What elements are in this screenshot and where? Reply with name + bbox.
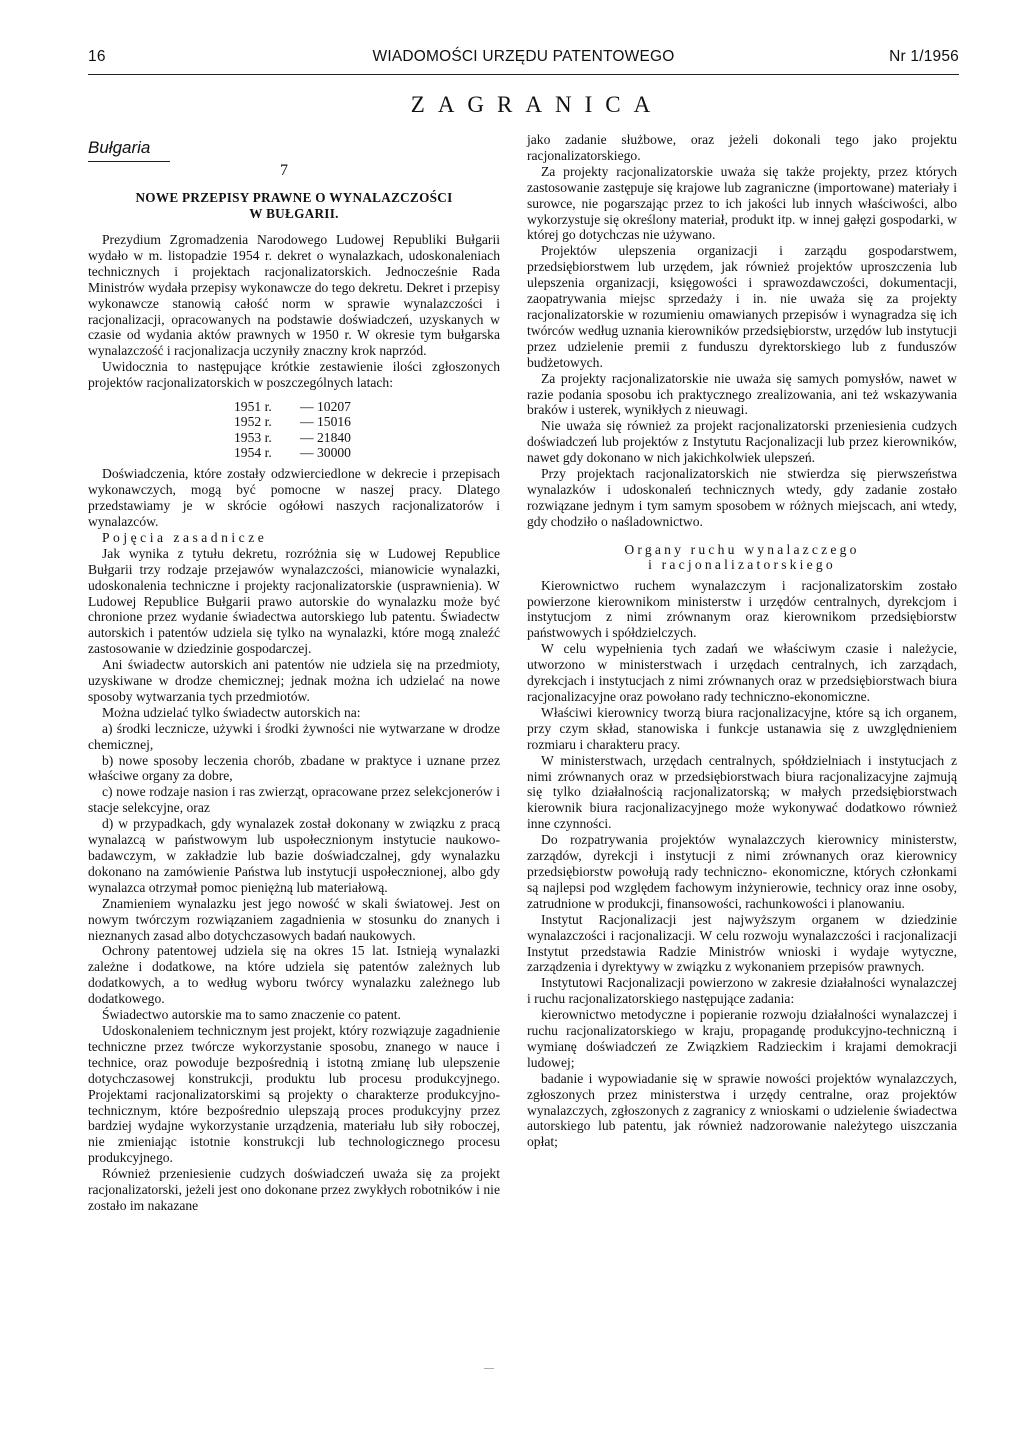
stat-value: — 15016 [300, 414, 351, 430]
paragraph: Prezydium Zgromadzenia Narodowego Ludowej Republiki Bułgarii wydało w m. listopadzie 1954 r. dekret o wynalazkach, udoskonaleniach technicznych i projektach racjonalizatorskich. Jednocześnie Rada Ministrów wydała przepisy wykonawcze do tego dekretu. Dekret i przepisy wykonawcze stanowią całość norm w sprawie wynalazczości i racjonalizacji, opracowanych na podstawie doświadczeń, uzyskanych w czasie od wydania aktów prawnych w 1950 r. W okresie tym bułgarska wynalazczość i racjonalizacja uczyniły znaczny krok naprzód. [88, 232, 500, 359]
right-column [527, 132, 957, 1150]
paragraph: Instytut Racjonalizacji jest najwyższym organem w dziedzinie wynalazczości i racjonalizacji. W celu rozwoju wynalazczości i racjonalizacji Instytut przedstawia Radzie Ministrów wnioski i wydaje wytyczne, zarządzenia i dyrektywy w związku z wykonaniem przepisów prawnych. [527, 911, 957, 975]
paragraph: Ochrony patentowej udziela się na okres 15 lat. Istnieją wynalazki zależne i dodatkowe, na które udziela się patentów zależnych lub dodatkowych, a to według wyboru twórcy wynalazku zależnego lub dodatkowego. [88, 943, 500, 1007]
paragraph: Uwidocznia to następujące krótkie zestawienie ilości zgłoszonych projektów racjonalizatorskich w poszczególnych latach: [88, 359, 500, 391]
list-item: a) środki lecznicze, używki i środki żywności nie wytwarzane w drodze chemicznej, [88, 720, 500, 752]
subheading: Pojęcia zasadnicze [102, 529, 268, 545]
article-title-line: NOWE PRZEPISY PRAWNE O WYNALAZCZOŚCI [135, 190, 453, 205]
issue-number: Nr 1/1956 [889, 48, 959, 65]
stat-row [234, 445, 500, 460]
paragraph: jako zadanie służbowe, oraz jeżeli dokonali tego jako projektu racjonalizatorskiego. [527, 132, 957, 163]
paragraph: W celu wypełnienia tych zadań we właściwym czasie i należycie, utworzono w ministerstwach i urzędach centralnych, ich zarządach, dyrekcjach i instytucjach z nimi zrównanych oraz w przedsiębiorstwach biura racjonalizacyjne oraz powołano rady techniczno-ekonomiczne. [527, 641, 957, 704]
article-title [88, 190, 500, 222]
column-end-mark: — [484, 1363, 494, 1374]
paragraph: Doświadczenia, które zostały odzwierciedlone w dekrecie i przepisach wykonawczych, mogą być pomocne w naszej pracy. Dlatego przedstawiamy je w skrócie ogółowi naszych racjonalizatorów i wynalazców. [88, 466, 500, 529]
paragraph: Można udzielać tylko świadectw autorskich na: [102, 704, 361, 720]
page-number: 16 [88, 48, 106, 65]
country-heading: Bułgaria [88, 138, 151, 157]
stat-year: 1953 r. [234, 429, 272, 445]
country-underline [88, 161, 170, 162]
stat-value: — 10207 [300, 399, 351, 415]
paragraph: Jak wynika z tytułu dekretu, rozróżnia się w Ludowej Republice Bułgarii trzy rodzaje przejawów wynalazczości, mianowicie wynalazki, udoskonalenia techniczne i projekty racjonalizatorskie (usprawnienia). W Ludowej Republice Bułgarii prawo autorskie do wynalazku może być chronione przez wydanie świadectwa autorskiego lub patentu. Świadectw autorskich i patentów udziela się tylko na wynalazki, które mogą znaleźć zastosowanie w dziedzinie gospodarczej. [88, 545, 500, 657]
paragraph: Również przeniesienie cudzych doświadczeń uważa się za projekt racjonalizatorski, jeżeli jest ono dokonane przez zwykłych robotników i nie zostało im nakazane [88, 1166, 500, 1213]
paragraph: Znamieniem wynalazku jest jego nowość w skali światowej. Jest on nowym twórczym rozwiązaniem zagadnienia w stosunku do znanych i nieznanych zasad albo dotychczasowych badań naukowych. [88, 895, 500, 943]
paragraph: Udoskonaleniem technicznym jest projekt, który rozwiązuje zagadnienie techniczne przez twórcze wykorzystanie sposobu, znanego w nauce i technice, oraz powoduje bezpośrednią i istotną zmianę lub ulepszenie dotychczasowej konstrukcji, produktu lub procesu produkcyjnego. Projektami racjonalizatorskimi są projekty o charakterze produkcyjno-technicznym, które bezpośrednio ulepszają proces produkcyjny przez bardziej wydajne wykorzystanie urządzenia, materiału lub siły roboczej, nie zmieniając istotnie konstrukcji lub technologicznego procesu produkcyjnego. [88, 1022, 500, 1166]
page-header [88, 44, 959, 75]
list-item: c) nowe rodzaje nasion i ras zwierząt, opracowane przez selekcjonerów i stacje selekcyjne, oraz [88, 784, 500, 816]
paragraph: badanie i wypowiadanie się w sprawie nowości projektów wynalazczych, zgłoszonych przez ministerstwa i urzędy centralne, oraz projektów wynalazczych, zgłoszonych z zagranicy z wnioskami o udzielenie świadectwa autorskiego lub patentu, jak również nadzorowanie należytego uiszczania opłat; [527, 1070, 957, 1150]
yearly-statistics [234, 399, 500, 460]
paragraph: Przy projektach racjonalizatorskich nie stwierdza się pierwszeństwa wynalazków i udoskonaleń technicznych wtedy, gdy zadanie zostało rozwiązane jednym i tym samym sposobem w różnych miejscach, ani wtedy, gdy chodziło o naśladownictwo. [527, 466, 957, 529]
article-title-line: W BUŁGARII. [249, 206, 339, 221]
publication-title: WIADOMOŚCI URZĘDU PATENTOWEGO [372, 48, 675, 65]
paragraph: Właściwi kierownicy tworzą biura racjonalizacyjne, które są ich organem, przy czym skład, stanowiska i funkcje ustanawia się z uwzględnieniem rozmiaru i charakteru pracy. [527, 704, 957, 752]
subheading-line: Organy ruchu wynalazczego [624, 541, 860, 557]
stat-year: 1954 r. [234, 444, 272, 460]
paragraph: Instytutowi Racjonalizacji powierzono w zakresie działalności wynalazczej i ruchu racjonalizatorskiego następujące zadania: [527, 975, 957, 1007]
article-number: 7 [280, 162, 288, 179]
section-title: ZAGRANICA [410, 92, 664, 117]
stat-value: — 30000 [300, 444, 351, 460]
list-item: b) nowe sposoby leczenia chorób, zbadane w praktyce i uznane przez właściwe organy za dobre, [88, 752, 500, 784]
paragraph: kierownictwo metodyczne i popieranie rozwoju działalności wynalazczej i ruchu racjonalizatorskiego w kraju, propagandę produkcyjno-techniczną i wymianę doświadczeń ze Związkiem Radzieckim i krajami demokracji ludowej; [527, 1007, 957, 1070]
paragraph: Świadectwo autorskie ma to samo znaczenie co patent. [102, 1007, 401, 1023]
paragraph: W ministerstwach, urzędach centralnych, spółdzielniach i instytucjach z nimi zrównanych oraz w przedsiębiorstwach biura racjonalizacyjne zajmują się tylko działalnością racjonalizatorską; w małych przedsiębiorstwach kierownik biura racjonalizacyjnego może wykonywać dodatkowo również inne czynności. [527, 752, 957, 832]
paragraph: Do rozpatrywania projektów wynalazczych kierownicy ministerstw, zarządów, dyrekcji i instytucji z nimi zrównanych oraz kierownicy przedsiębiorstw powołują rady techniczno- ekonomiczne, których członkami są najlepsi pod względem fachowym inżynierowie, technicy oraz inne osoby, zatrudnione w produkcji, finansowości, rachunkowości i planowaniu. [527, 832, 957, 911]
paragraph: Ani świadectw autorskich ani patentów nie udziela się na przedmioty, uzyskiwane w drodze chemicznej; jednak można ich udzielać na nowe sposoby wytwarzania tych przedmiotów. [88, 657, 500, 704]
stat-value: — 21840 [300, 429, 351, 445]
stat-row [234, 414, 500, 429]
paragraph: Kierownictwo ruchem wynalazczym i racjonalizatorskim zostało powierzone kierownikom ministerstw i urzędów centralnych, dyrekcjom i instytucjom z nimi zrównanym oraz kierownikom przedsiębiorstw państwowych i spółdzielczych. [527, 577, 957, 641]
subheading-line: i racjonalizatorskiego [648, 556, 836, 572]
stat-year: 1952 r. [234, 414, 272, 430]
stat-row [234, 430, 500, 445]
stat-year: 1951 r. [234, 399, 272, 415]
left-column [88, 232, 500, 1214]
paragraph: Za projekty racjonalizatorskie uważa się także projekty, przez których zastosowanie zastępuje się krajowe lub zagraniczne (importowane) materiały i surowce, nie pogarszając przez to ich jakości lub innych właściwości, albo wykorzystuje się określony materiał, produkt itp. w innej gałęzi gospodarki, w której go dotychczas nie używano. [527, 163, 957, 243]
stat-row [234, 399, 500, 414]
paragraph: Za projekty racjonalizatorskie nie uważa się samych pomysłów, nawet w razie podania sposobu ich praktycznego zrealizowania, ani też wskazywania braków i usterek, wynikłych z nieuwagi. [527, 370, 957, 418]
paragraph: Projektów ulepszenia organizacji i zarządu gospodarstwem, przedsiębiorstwem lub urzędem, jak również projektów uproszczenia lub ulepszenia organizacji, księgowości i sprawozdawczości, dokumentacji, zaopatrywania miejsc sprzedaży i in. nie uważa się za projekty racjonalizatorskie w rozumieniu omawianych przepisów i wynagradza się ich twórców według uznania kierowników przedsiębiorstw, urzędów lub instytucji przez udzielenie premii z funduszu dyrektorskiego lub z funduszów budżetowych. [527, 243, 957, 370]
paragraph: Nie uważa się również za projekt racjonalizatorski przeniesienia cudzych doświadczeń lub projektów z Instytutu Racjonalizacji lub przez kierowników, nawet gdy dokonano w nich jakichkolwiek ulepszeń. [527, 418, 957, 466]
list-item: d) w przypadkach, gdy wynalazek został dokonany w związku z pracą wynalazcą w państwowym lub uspołecznionym instytucie naukowo-badawczym, w zakładzie lub bazie doświadczalnej, gdy wynalazku dokonano na zamówienie Państwa lub instytucji uspołecznionej, albo gdy wynalazca otrzymał pomoc pieniężną lub materiałową. [88, 816, 500, 895]
subheading [527, 542, 957, 572]
